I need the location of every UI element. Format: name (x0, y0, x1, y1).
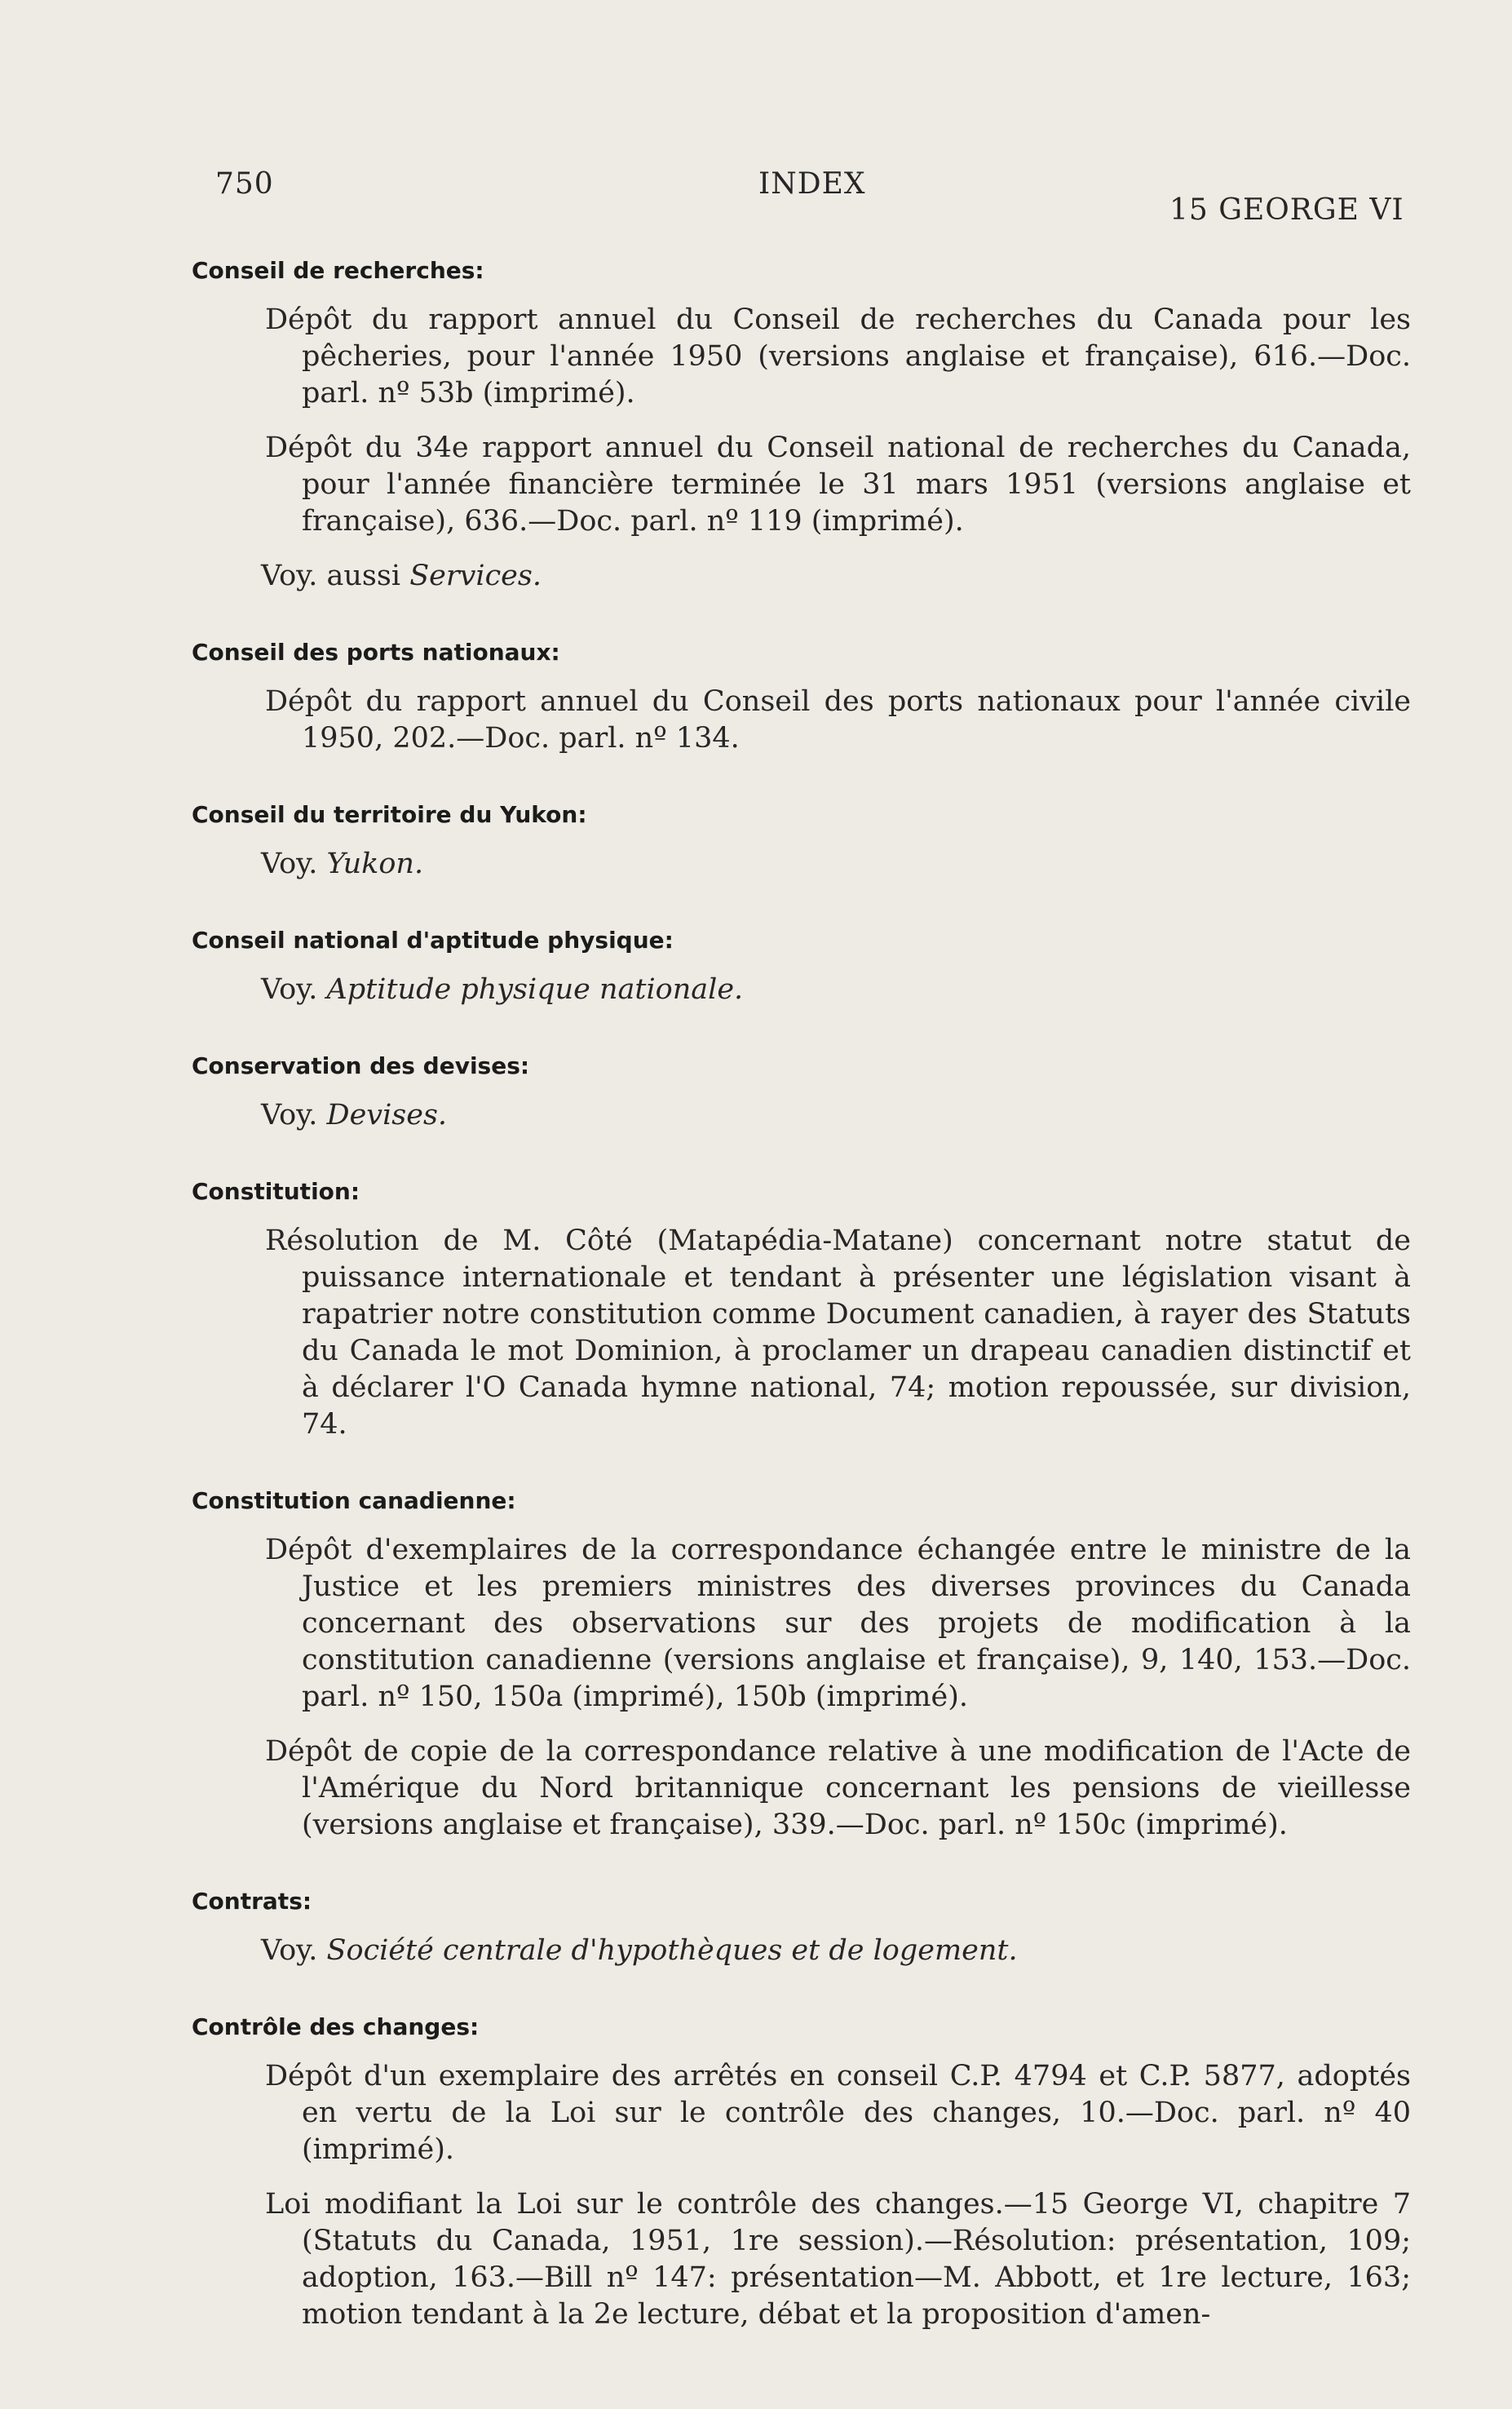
index-section (192, 1178, 1411, 1443)
section-heading: Constitution canadienne: (192, 1487, 516, 1514)
voy-prefix: Voy. (261, 973, 318, 1006)
voy-prefix: Voy. aussi (261, 560, 401, 592)
section-heading: Conseil de recherches: (192, 257, 484, 284)
index-section (192, 257, 1411, 595)
index-entry: Dépôt du 34e rapport annuel du Conseil national de recherches du Canada, pour l'année financière terminée le 31 mars 1951 (versions anglaise et française), 636.—Doc. parl. nº 119 (imprimé). (265, 432, 1411, 538)
voy-prefix: Voy. (261, 1099, 318, 1131)
section-heading: Conservation des devises: (192, 1052, 530, 1079)
index-entry: Loi modifiant la Loi sur le contrôle des changes.—15 George VI, chapitre 7 (Statuts du Canada, 1951, 1re session).—Résolution: présentation, 109; adoption, 163.—Bill nº 147: présentation—M. Abbott, et 1re lecture, 163; motion tendant à la 2e lecture, débat et la proposition d'amen- (265, 2188, 1411, 2331)
voy-target: Yukon. (326, 848, 424, 880)
index-section (192, 1487, 1411, 1844)
index-entry: Dépôt d'exemplaires de la correspondance échangée entre le ministre de la Justice et les premiers ministres des diverses provinces du Canada concernant des observations sur des projets de modification à la constitution canadienne (versions anglaise et française), 9, 140, 153.—Doc. parl. nº 150, 150a (imprimé), 150b (imprimé). (265, 1534, 1411, 1713)
section-heading: Contrôle des changes: (192, 2013, 480, 2040)
page-number: 750 (215, 167, 274, 201)
section-heading: Conseil des ports nationaux: (192, 639, 560, 666)
index-section (192, 1888, 1411, 1969)
index-entry: Résolution de M. Côté (Matapédia-Matane) concernant notre statut de puissance internationale et tendant à présenter une législation visant à rapatrier notre constitution comme Document canadien, à rayer des Statuts du Canada le mot Dominion, à proclamer un drapeau canadien distinctif et à déclarer l'O Canada hymne national, 74; motion repoussée, sur division, 74. (265, 1224, 1411, 1441)
section-heading: Constitution: (192, 1178, 360, 1205)
index-content (192, 257, 1411, 2377)
index-section (192, 2013, 1411, 2333)
voy-target: Aptitude physique nationale. (326, 973, 744, 1006)
section-heading: Conseil du territoire du Yukon: (192, 801, 587, 828)
section-heading: Contrats: (192, 1888, 312, 1915)
voy-target: Devises. (326, 1099, 448, 1131)
index-entry: Dépôt du rapport annuel du Conseil de recherches du Canada pour les pêcheries, pour l'année 1950 (versions anglaise et française), 616.—Doc. parl. nº 53b (imprimé). (265, 303, 1411, 410)
index-section (192, 639, 1411, 757)
cross-reference (261, 972, 1411, 1008)
cross-reference (261, 1097, 1411, 1134)
reign-label: 15 GEORGE VI (1169, 193, 1404, 227)
index-entry: Dépôt de copie de la correspondance relative à une modification de l'Acte de l'Amérique du Nord britannique concernant les pensions de vieillesse (versions anglaise et française), 339.—Doc. parl. nº 150c (imprimé). (265, 1735, 1411, 1841)
index-entry: Dépôt du rapport annuel du Conseil des ports nationaux pour l'année civile 1950, 202.—Doc. parl. nº 134. (265, 685, 1411, 755)
section-heading: Conseil national d'aptitude physique: (192, 927, 674, 954)
cross-reference (261, 558, 1411, 595)
running-title: INDEX (758, 167, 866, 201)
voy-target: Services. (409, 560, 542, 592)
voy-prefix: Voy. (261, 848, 318, 880)
voy-target: Société centrale d'hypothèques et de logement. (326, 1934, 1018, 1967)
cross-reference (261, 1933, 1411, 1969)
index-section (192, 927, 1411, 1008)
index-section (192, 801, 1411, 883)
voy-prefix: Voy. (261, 1934, 318, 1967)
cross-reference (261, 846, 1411, 883)
index-section (192, 1052, 1411, 1134)
index-entry: Dépôt d'un exemplaire des arrêtés en conseil C.P. 4794 et C.P. 5877, adoptés en vertu de la Loi sur le contrôle des changes, 10.—Doc. parl. nº 40 (imprimé). (265, 2060, 1411, 2166)
